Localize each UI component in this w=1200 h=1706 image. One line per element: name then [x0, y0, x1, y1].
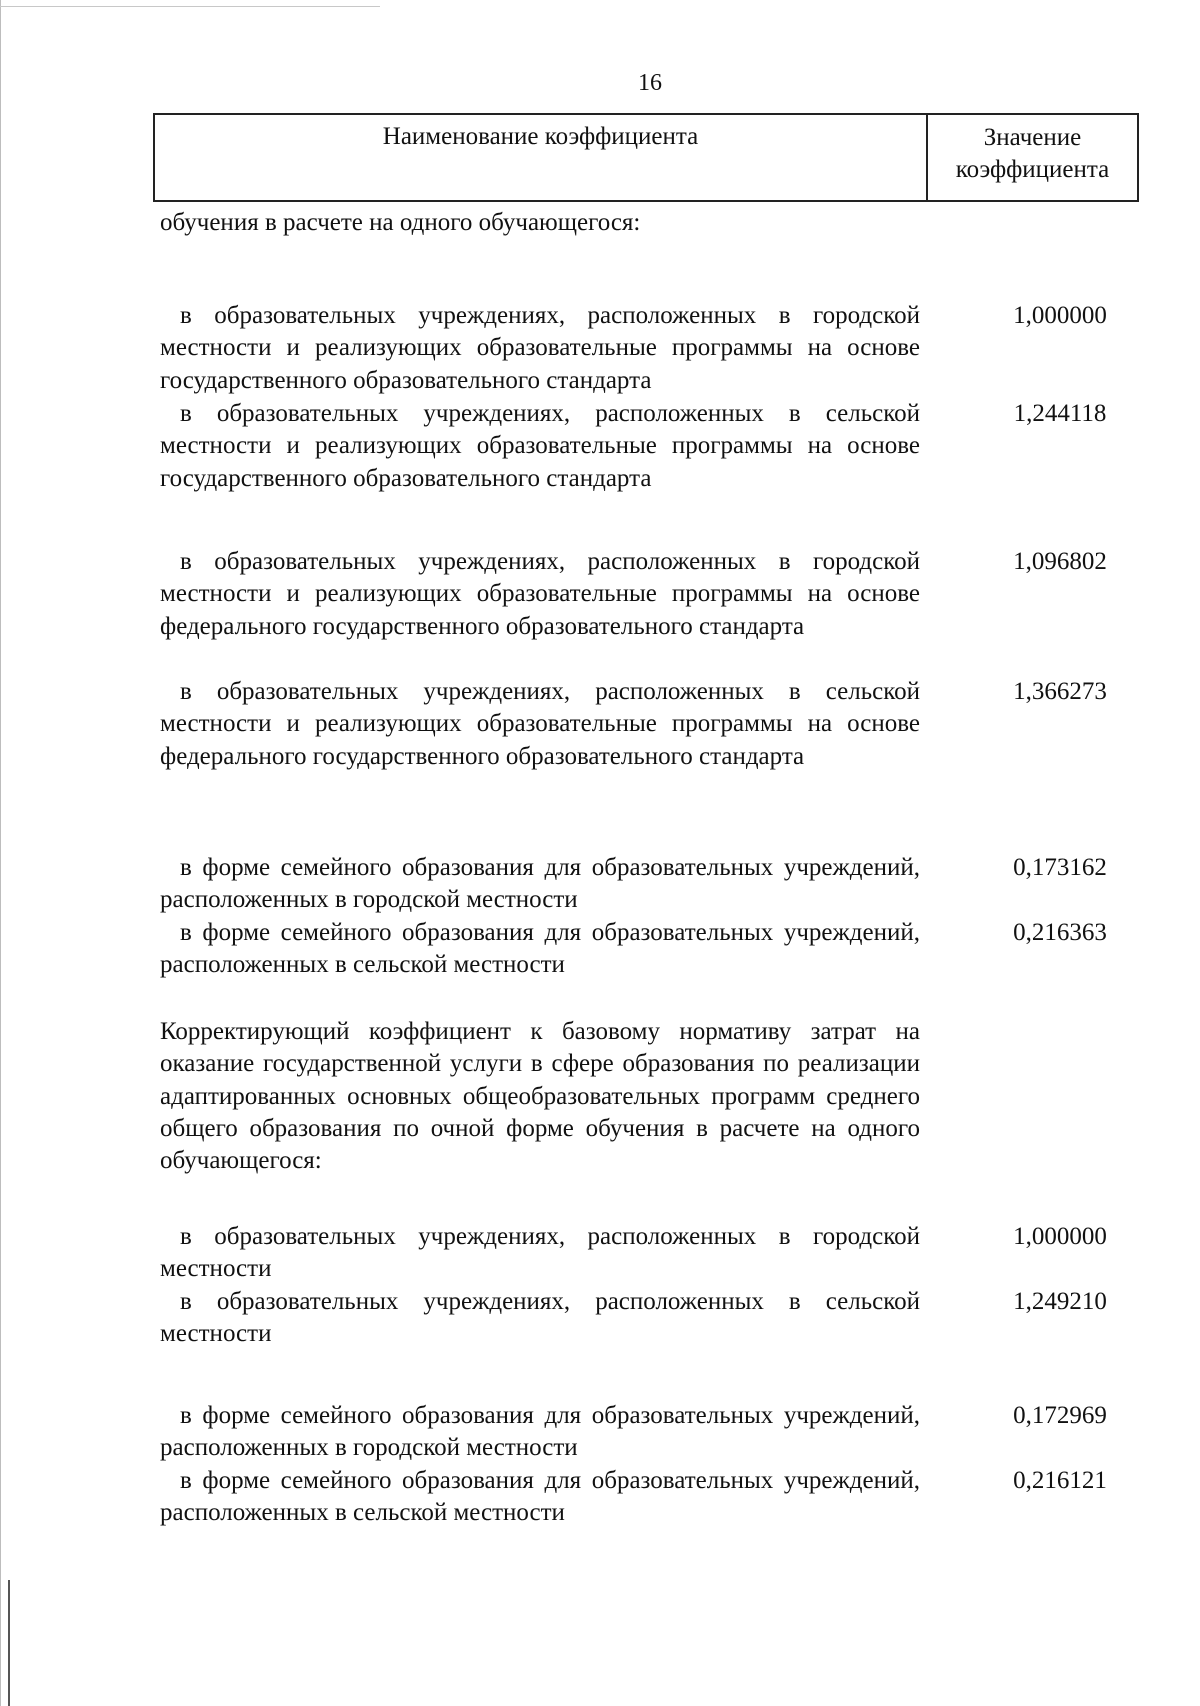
- row-description: в форме семейного образования для образовательных учреждений, расположенных в сельской местности: [160, 1467, 920, 1527]
- table-row: [160, 546, 1140, 643]
- row-value: 1,000000: [1013, 1223, 1107, 1250]
- row-value: 1,244118: [1013, 400, 1107, 427]
- table-row: [160, 852, 1140, 917]
- row-value: 1,249210: [1013, 1288, 1107, 1315]
- row-description: в образовательных учреждениях, расположенных в сельской местности и реализующих образовательные программы на основе федерального государственного образовательного стандарта: [160, 678, 920, 770]
- page-number: 16: [638, 70, 662, 96]
- row-description: в образовательных учреждениях, расположенных в городской местности и реализующих образовательные программы на основе государственного образовательного стандарта: [160, 302, 920, 394]
- row-value: 1,096802: [1013, 548, 1107, 575]
- row-description: в форме семейного образования для образовательных учреждений, расположенных в городской местности: [160, 1402, 920, 1462]
- row-value: 1,000000: [1013, 302, 1107, 329]
- row-value: 0,216121: [1013, 1467, 1107, 1494]
- column-header-value-line1: Значение: [983, 124, 1082, 151]
- section2-heading: Корректирующий коэффициент к базовому нормативу затрат на оказание государственной услуги в сфере образования по реализации адаптированных основных общеобразовательных программ среднего общего образования по очной форме обучения в расчете на одного обучающегося:: [160, 1018, 920, 1175]
- table-row: [160, 917, 1140, 982]
- row-description: в форме семейного образования для образовательных учреждений, расположенных в сельской местности: [160, 919, 920, 979]
- row-description: в образовательных учреждениях, расположенных в городской местности и реализующих образовательные программы на основе федерального государственного образовательного стандарта: [160, 548, 920, 640]
- column-header-name: Наименование коэффициента: [155, 115, 928, 200]
- table-row: [160, 1465, 1140, 1530]
- row-description: в форме семейного образования для образовательных учреждений, расположенных в городской местности: [160, 854, 920, 914]
- table-row: [160, 300, 1140, 397]
- table-row: [160, 1286, 1140, 1351]
- row-value: 1,366273: [1013, 678, 1107, 705]
- table-header: [153, 113, 1139, 202]
- row-description: в образовательных учреждениях, расположенных в городской местности: [160, 1223, 920, 1283]
- row-value: 0,216363: [1013, 919, 1107, 946]
- scan-edge-top: [0, 6, 380, 7]
- column-header-value-line2: коэффициента: [955, 156, 1110, 183]
- row-value: 0,172969: [1013, 1402, 1107, 1429]
- row-description: в образовательных учреждениях, расположенных в сельской местности и реализующих образовательные программы на основе государственного образовательного стандарта: [160, 400, 920, 492]
- table-row: [160, 398, 1140, 495]
- table-row: [160, 1221, 1140, 1286]
- scan-mark: [8, 1580, 10, 1706]
- table-row: [160, 1400, 1140, 1465]
- row-description: в образовательных учреждениях, расположенных в сельской местности: [160, 1288, 920, 1348]
- scan-edge: [0, 0, 1, 1706]
- section1-intro: обучения в расчете на одного обучающегося:: [160, 209, 641, 236]
- column-header-value: [928, 115, 1137, 200]
- row-value: 0,173162: [1013, 854, 1107, 881]
- table-row: [160, 676, 1140, 773]
